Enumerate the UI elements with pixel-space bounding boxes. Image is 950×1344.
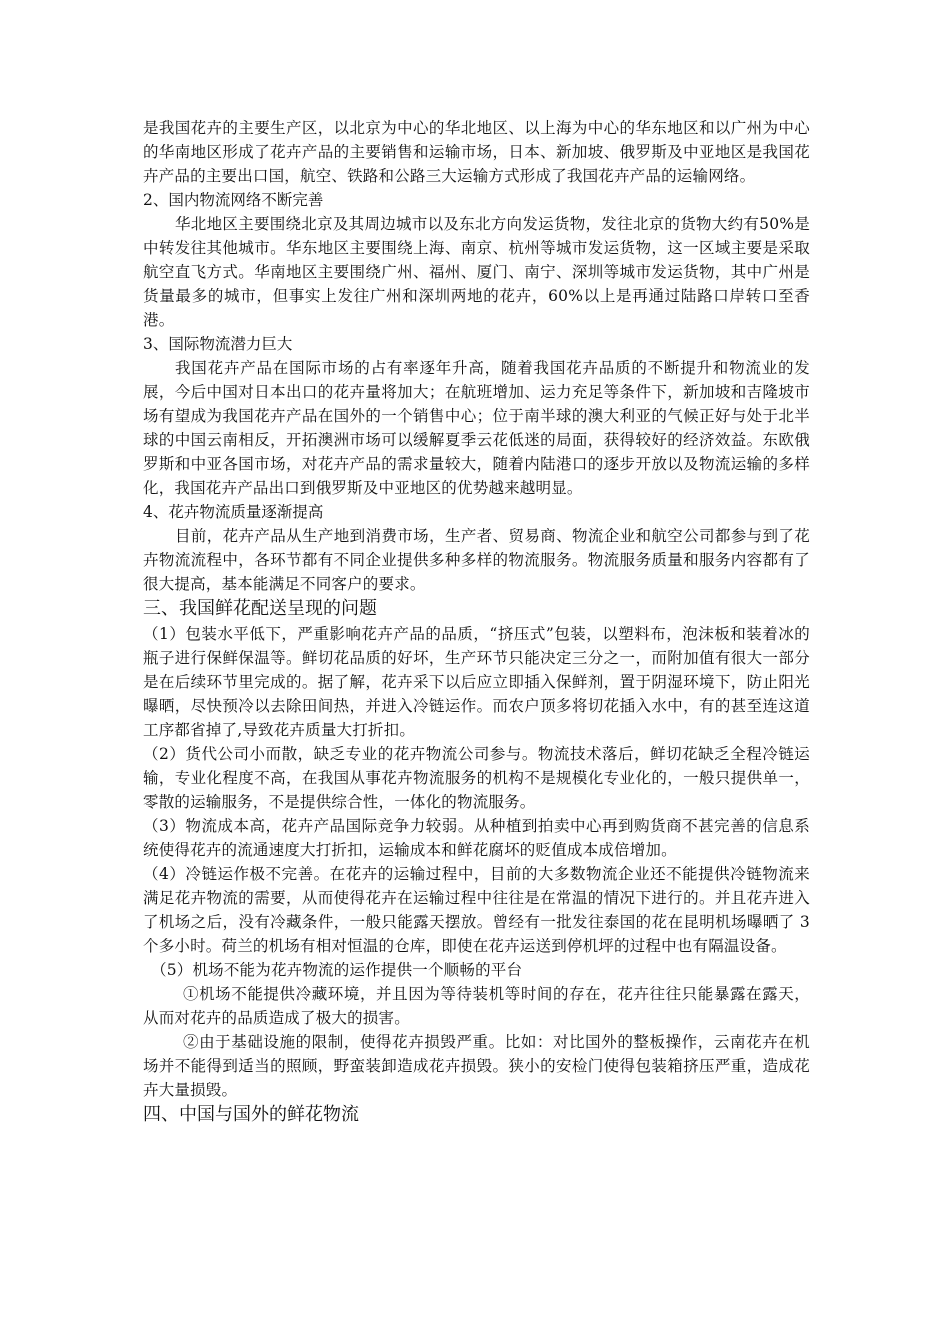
problem-5a-paragraph: ①机场不能提供冷藏环境，并且因为等待装机等时间的存在，花卉往往只能暴露在露天，从而对花卉的品质造成了极大的损害。 (143, 985, 810, 1027)
section-2-heading: 2、国内物流网络不断完善 (143, 191, 324, 209)
section-3-heading: 3、国际物流潜力巨大 (143, 335, 293, 353)
problem-2-paragraph: （2）货代公司小而散，缺乏专业的花卉物流公司参与。物流技术落后，鲜切花缺乏全程冷链运输，专业化程度不高，在我国从事花卉物流服务的机构不是规模化专业化的，一般只提供单一，零散的运输服务，不是提供综合性，一体化的物流服务。 (143, 745, 810, 811)
problem-3-paragraph: （3）物流成本高，花卉产品国际竞争力较弱。从种植到拍卖中心再到购货商不甚完善的信息系统使得花卉的流通速度大打折扣，运输成本和鲜花腐坏的贬值成本成倍增加。 (143, 817, 810, 859)
section-2-paragraph: 华北地区主要围绕北京及其周边城市以及东北方向发运货物，发往北京的货物大约有50%是中转发往其他城市。华东地区主要围绕上海、南京、杭州等城市发运货物，这一区域主要是采取航空直飞方式。华南地区主要围绕广州、福州、厦门、南宁、深圳等城市发运货物，其中广州是货量最多的城市，但事实上发往广州和深圳两地的花卉，60%以上是再通过陆路口岸转口至香港。 (143, 215, 810, 329)
problem-4-paragraph: （4）冷链运作极不完善。在花卉的运输过程中，目前的大多数物流企业还不能提供冷链物流来满足花卉物流的需要，从而使得花卉在运输过程中往往是在常温的情况下进行的。并且花卉进入了机场之后，没有冷藏条件，一般只能露天摆放。曾经有一批发往泰国的花在昆明机场曝晒了 3 个多小时。荷兰的机场有相对恒温的仓库，即使在花卉运送到停机坪的过程中也有隔温设备。 (143, 865, 810, 955)
problem-1-paragraph: （1）包装水平低下，严重影响花卉产品的品质，“挤压式”包装，以塑料布，泡沫板和装着冰的瓶子进行保鲜保温等。鲜切花品质的好坏，生产环节只能决定三分之一，而附加值有很大一部分是在后续环节里完成的。据了解，花卉采下以后应立即插入保鲜剂，置于阴湿环境下，防止阳光曝晒，尽快预冷以去除田间热，并进入冷链运作。而农户顶多将切花插入水中，有的甚至连这道工序都省掉了,导致花卉质量大打折扣。 (143, 625, 810, 739)
section-4-heading: 4、花卉物流质量逐渐提高 (143, 503, 324, 521)
intro-paragraph: 是我国花卉的主要生产区，以北京为中心的华北地区、以上海为中心的华东地区和以广州为中心的华南地区形成了花卉产品的主要销售和运输市场，日本、新加坡、俄罗斯及中亚地区是我国花卉产品的主要出口国，航空、铁路和公路三大运输方式形成了我国花卉产品的运输网络。 (143, 119, 810, 185)
problem-5b-paragraph: ②由于基础设施的限制，使得花卉损毁严重。比如：对比国外的整板操作，云南花卉在机场并不能得到适当的照顾，野蛮装卸造成花卉损毁。狭小的安检门使得包装箱挤压严重，造成花卉大量损毁。 (143, 1033, 810, 1099)
part-4-heading: 四、中国与国外的鲜花物流 (143, 1104, 359, 1125)
section-4-paragraph: 目前，花卉产品从生产地到消费市场，生产者、贸易商、物流企业和航空公司都参与到了花卉物流流程中，各环节都有不同企业提供多种多样的物流服务。物流服务质量和服务内容都有了很大提高，基本能满足不同客户的要求。 (143, 527, 810, 593)
section-3-paragraph: 我国花卉产品在国际市场的占有率逐年升高，随着我国花卉品质的不断提升和物流业的发展，今后中国对日本出口的花卉量将加大；在航班增加、运力充足等条件下，新加坡和吉隆坡市场有望成为我国花卉产品在国外的一个销售中心；位于南半球的澳大利亚的气候正好与处于北半球的中国云南相反，开拓澳洲市场可以缓解夏季云花低迷的局面，获得较好的经济效益。东欧俄罗斯和中亚各国市场，对花卉产品的需求量较大，随着内陆港口的逐步开放以及物流运输的多样化，我国花卉产品出口到俄罗斯及中亚地区的优势越来越明显。 (143, 359, 810, 497)
part-3-heading: 三、我国鲜花配送呈现的问题 (143, 598, 377, 619)
document-page (143, 116, 810, 1128)
problem-5-heading: （5）机场不能为花卉物流的运作提供一个顺畅的平台 (151, 961, 523, 979)
